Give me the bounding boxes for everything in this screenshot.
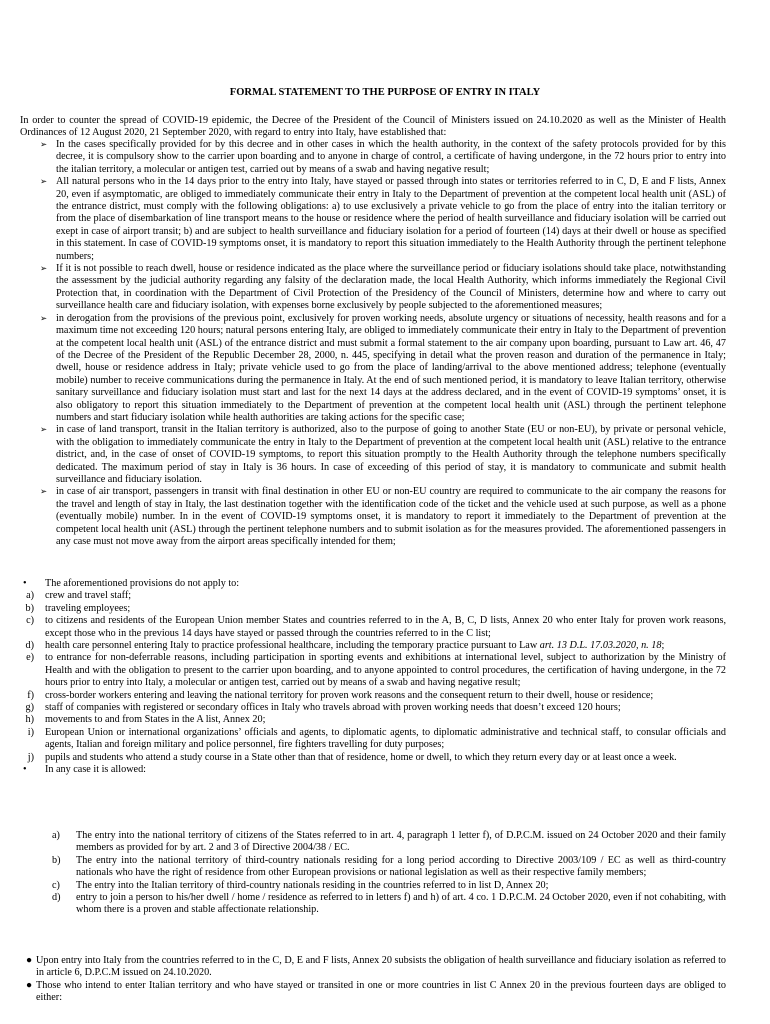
list-item: ● Those who intend to enter Italian territory and who have stayed or transited in one or more countries in list C Annex 20 in the previous fourteen days are obliged to either: xyxy=(26,979,726,1004)
arrow-icon: ➢ xyxy=(40,264,48,275)
bullet-icon: • xyxy=(23,764,27,776)
exemptions-heading: • The aforementioned provisions do not apply to: xyxy=(23,578,240,589)
list-item: j) pupils and students who attend a study course in a State other than that of residence, home or dwell, to which they return every day or at least once a week. xyxy=(27,751,677,763)
arrow-icon: ➢ xyxy=(40,487,48,498)
allowed-heading: • In any case it is allowed: xyxy=(23,764,146,776)
arrow-list xyxy=(40,139,726,548)
arrow-item: ➢ in derogation from the provisions of the previous point, exclusively for proven working needs, absolute urgency or situations of necessity, health reasons and for a maximum time not exceeding 120 hours; natural persons entering Italy, are obliged to immediately communicate their entry in Italy to the Department of prevention at the competent local health unit (ASL) of the entrance district and must submit a formal statement to the air company upon boarding, pursuant to Law art. 46, 47 of the Decree of the President of the Republic December 28, 2000, n. 445, specifying in detail what the proven reason and duration of the permanence in Italy; dwell, house or residence address in Italy; private vehicle used to go from the place of landing/arrival to the above mentioned address; telephone (eventually mobile) number to receive communications during the permanence in Italy. At the end of such mentioned period, it is mandatory to leave Italian territory, otherwise sanitary surveillance and fiduciary isolation must start and last for the next 14 days at the address declared, and in the event of COVID-19 symptoms’ onset, it is also obligatory to report this situation immediately to the Department of prevention at the competent local health unit (ASL) through the pertinent telephone numbers and start fiduciary isolation while health authorities are taking actions for the specific case; xyxy=(40,312,726,423)
list-item: d) health care personnel entering Italy to practice professional healthcare, including the temporary practice pursuant to Law art. 13 D.L. 17.03.2020, n. 18; xyxy=(25,640,665,652)
intro-paragraph: In order to counter the spread of COVID-19 epidemic, the Decree of the President of the Council of Ministers issued on 24.10.2020 as well as the Minister of Health Ordinances of 12 August 2020, 21 September 2020, with regard to entry into Italy, have established that: xyxy=(20,115,726,139)
list-item: e) to entrance for non-deferrable reasons, including participation in sporting events and exhibitions at international level, subject to authorization by the Ministry of Health and with the obligation to present to the carrier upon boarding, and to anyone appointed to control procedures, the certification of having undergone, in the 72 hours prior to entry into Italy, a molecular or antigen test, carried out by means of a swab and having negative result; xyxy=(26,652,726,689)
list-item: f) cross-border workers entering and leaving the national territory for proven work reasons and the consequent return to their dwell, house or residence; xyxy=(27,689,654,701)
list-item: a) The entry into the national territory of citizens of the States referred to in art. 4, paragraph 1 letter f), of D.P.C.M. issued on 24 October 2020 and their family members as provided for by art. 2 and 3 of Directive 2004/38 / EC. xyxy=(52,830,726,854)
list-item: b) The entry into the national territory of third-country nationals residing for a long period according to Directive 2003/109 / EC as well as third-country nationals who have the right of residence from other European provisions or national legislation as well as their respective family members; xyxy=(52,854,726,879)
arrow-item: ➢ In the cases specifically provided for by this decree and in other cases in which the health authority, in the context of the safety protocols provided for by this decree, it is compulsory show to the carrier upon boarding and to anyone in charge of control, a certificate of having undergone, in the 72 hours prior to entry into the italian territory, a molecular or antigen test, carried out by means of a swab and having negative result; xyxy=(40,139,726,175)
bottom-list xyxy=(26,955,726,1005)
document-title: FORMAL STATEMENT TO THE PURPOSE OF ENTRY IN ITALY xyxy=(229,87,541,98)
bullet-icon: • xyxy=(23,578,27,589)
list-item: c) The entry into the Italian territory of third-country nationals residing in the countries referred to in list D, Annex 20; xyxy=(52,879,549,891)
list-item: h) movements to and from States in the A list, Annex 20; xyxy=(25,714,266,726)
arrow-item: ➢ All natural persons who in the 14 days prior to the entry into Italy, have stayed or passed through into states or territories referred to in C, D, E and F lists, Annex 20, even if asymptomatic, are obliged to immediately communicate their entry in Italy to the Department of prevention at the competent local health unit (ASL) of the entrance district, must comply with the following obligations: a) to use exclusively a private vehicle to go from the place of entry into the italian territory or from the place of disembarkation of line transport means to the house or residence where the period of health surveillance and fiduciary isolation will be carried out exept in case of airport transit; b) and are subject to health surveillance and fiduciary isolation for a period of fourteen (14) days at their dwell or house as specified in this statement. In case of COVID-19 symptoms onset, it is mandatory to report this situation immediately to the Health Authority through the pertinent telephone numbers; xyxy=(40,176,726,262)
arrow-item: ➢ If it is not possible to reach dwell, house or residence indicated as the place where the surveillance period or fiduciary isolations should take place, notwithstanding the assessment by the judicial authority regarding any falsity of the declaration made, the local Health Authority, which informs immediately the Regional Civil Protection that, in coordination with the Department of Civil Protection of the Presidency of the Council of Ministers, determine how and where to carry out surveillance health care and fiduciary isolation, with expenses borne exclusively by people subjected to the aforementioned measures; xyxy=(40,263,726,312)
dot-icon: ● xyxy=(26,979,33,991)
list-item: d) entry to join a person to his/her dwell / home / residence as referred to in letters f) and h) of art. 4 co. 1 D.P.C.M. 24 October 2020, even if not cohabiting, with whom there is a proven and stable affectionate relationship. xyxy=(52,892,726,916)
list-item: b) traveling employees; xyxy=(25,602,131,614)
dot-icon: ● xyxy=(26,955,33,966)
arrow-icon: ➢ xyxy=(40,177,48,188)
list-item: g) staff of companies with registered or secondary offices in Italy who travels abroad with proven working needs that doesn’t exceed 120 hours; xyxy=(25,702,621,714)
arrow-icon: ➢ xyxy=(40,140,48,150)
list-item: ● Upon entry into Italy from the countries referred to in the C, D, E and F lists, Annex 20 subsists the obligation of health surveillance and fiduciary isolation as referred to in article 6, D.P.C.M issued on 24.10.2020. xyxy=(26,955,726,979)
exemptions-list xyxy=(20,578,726,777)
list-item: a) crew and travel staff; xyxy=(26,590,132,602)
allowed-list xyxy=(52,830,726,917)
arrow-icon: ➢ xyxy=(40,425,48,436)
list-item: i) European Union or international organizations’ officials and agents, to diplomatic agents, to diplomatic administrative and technical staff, to consular officials and agents, Italian and foreign military and police personnel, fire fighters travelling for duty purposes; xyxy=(27,726,726,751)
list-item: c) to citizens and residents of the European Union member States and countries referred to in the A, B, C, D lists, Annex 20 who enter Italy for proven work reasons, except those who in the previous 14 days have stayed or passed through the countries referred to in the C list; xyxy=(26,615,726,639)
arrow-item: ➢ in case of air transport, passengers in transit with final destination in other EU or non-EU country are required to communicate to the air company the reasons for the travel and length of stay in Italy, the last destination together with the identification code of the ticket and the vehicle used at such purpose, as well as a phone (eventually mobile) number. In in the event of COVID-19 symptoms onset, it is mandatory to report it immediately to the Department of prevention at the competent local health unit (ASL) through the pertinent telephone numbers and to submit isolation as for the measures provided. The aforementioned passengers in any case must not move away from the airport areas specifically intended for them; xyxy=(40,486,726,547)
arrow-item: ➢ in case of land transport, transit in the Italian territory is authorized, also to the purpose of going to another State (EU or non-EU), by private or personal vehicle, with the obligation to immediately communicate the entry in Italy to the Department of prevention at the competent local health unit (ASL) relative to the entrance district, and, in the case of onset of COVID-19 symptoms, to report this situation promptly to the Health Authority through the telephone numbers specifically dedicated. The maximum period of stay in Italy is 36 hours. In case of exceeding of this period of stay, it is mandatory to communicate and submit health surveillance and fiduciary isolation. xyxy=(40,424,726,485)
arrow-icon: ➢ xyxy=(40,313,48,324)
